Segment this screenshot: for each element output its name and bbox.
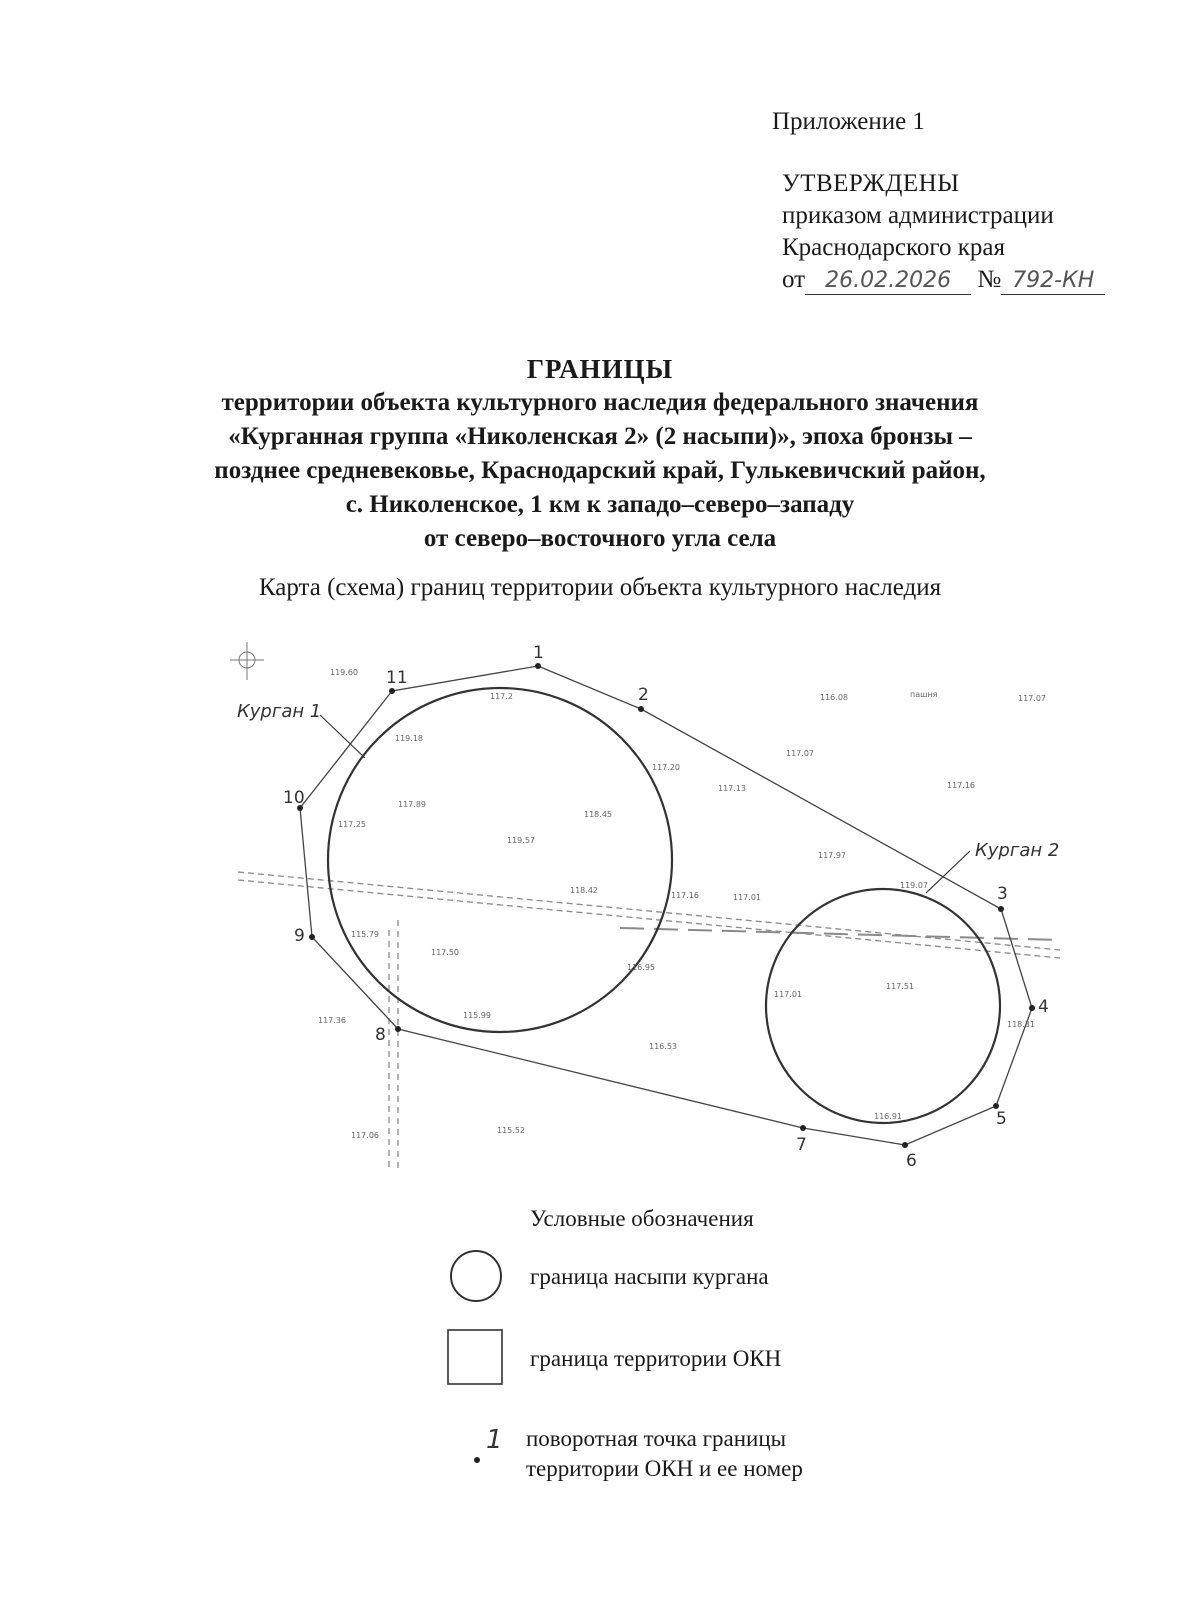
legend-okn-boundary-label: граница территории ОКН [530, 1346, 782, 1371]
spot-height: пашня [910, 690, 938, 699]
legend-mound-circle-icon [451, 1251, 501, 1301]
spot-height: 119.60 [330, 668, 358, 677]
turn-point-number-5: 5 [996, 1109, 1007, 1129]
spot-height: 119.07 [900, 881, 928, 890]
title-line-1: территории объекта культурного наследия федерального значения [221, 389, 979, 416]
title-main: ГРАНИЦЫ [526, 354, 674, 384]
legend-okn-square-icon [448, 1330, 502, 1384]
spot-height: 118.42 [570, 886, 598, 895]
spot-height: 117.01 [733, 893, 761, 902]
spot-height: 115.52 [497, 1126, 525, 1135]
north-arrow-icon [230, 642, 264, 680]
date-prefix: от [782, 266, 806, 293]
spot-height: 115.99 [463, 1011, 491, 1020]
spot-height: 117.20 [652, 763, 680, 772]
spot-height: 117.50 [431, 948, 459, 957]
legend-turn-point-label [526, 1424, 803, 1484]
spot-height: 115.79 [351, 930, 379, 939]
turn-point-3 [998, 906, 1004, 912]
spot-height: 117.06 [351, 1131, 379, 1140]
spot-height: 116.91 [874, 1112, 902, 1121]
legend-turn-point-number: 1 [486, 1425, 503, 1455]
turn-point-number-9: 9 [294, 926, 305, 946]
spot-height: 116.53 [649, 1042, 677, 1051]
kurgan-1-mound-boundary [328, 688, 672, 1032]
title-line-4: с. Николенское, 1 км к западо–северо–западу [345, 491, 855, 518]
legend-turn-point-line2: территории ОКН и ее номер [526, 1456, 803, 1481]
spot-height: 117.51 [886, 982, 914, 991]
spot-height: 117.16 [947, 781, 975, 790]
turn-point-1 [535, 663, 541, 669]
spot-heights [318, 668, 1046, 1140]
spot-height: 119.18 [395, 734, 423, 743]
legend-title: Условные обозначения [530, 1206, 754, 1231]
spot-height: 117.97 [818, 851, 846, 860]
spot-height: 116.95 [627, 963, 655, 972]
spot-height: 117.2 [490, 692, 513, 701]
turn-point-9 [309, 934, 315, 940]
appendix-label: Приложение 1 [772, 108, 925, 135]
kurgan-1-label: Курган 1 [237, 701, 322, 722]
number-prefix: № [977, 266, 1002, 293]
turn-point-number-3: 3 [997, 884, 1008, 904]
approved-by-line2: Краснодарского края [782, 234, 1005, 261]
turn-point-11 [389, 688, 395, 694]
spot-height: 117.07 [786, 749, 814, 758]
turn-point-number-4: 4 [1038, 997, 1049, 1017]
spot-height: 117.07 [1018, 694, 1046, 703]
title-line-5: от северо–восточного угла села [423, 525, 777, 552]
turn-point-4 [1029, 1005, 1035, 1011]
kurgan-2-label: Курган 2 [975, 840, 1060, 861]
spot-height: 117.13 [718, 784, 746, 793]
spot-height: 117.36 [318, 1016, 346, 1025]
order-number-handwritten: 792-КН [1001, 268, 1105, 295]
map-caption: Карта (схема) границ территории объекта культурного наследия [258, 574, 942, 601]
turn-point-7 [800, 1125, 806, 1131]
title-line-2: «Курганная группа «Николенская 2» (2 насыпи)», эпоха бронзы – [228, 423, 972, 450]
turn-point-number-11: 11 [386, 668, 408, 688]
title-line-3: позднее средневековье, Краснодарский край, Гулькевичский район, [214, 457, 986, 484]
turn-point-2 [638, 706, 644, 712]
turn-point-number-1: 1 [533, 643, 544, 663]
spot-height: 118.31 [1007, 1020, 1035, 1029]
spot-height: 117.89 [398, 800, 426, 809]
road-lines [238, 872, 1060, 1172]
turn-point-number-10: 10 [283, 788, 305, 808]
approved-heading: УТВЕРЖДЕНЫ [782, 170, 960, 197]
kurgan-2-mound-boundary [766, 889, 1000, 1123]
spot-height: 116.08 [820, 693, 848, 702]
spot-height: 119.57 [507, 836, 535, 845]
spot-height: 118.45 [584, 810, 612, 819]
spot-height: 117.01 [774, 990, 802, 999]
turn-point-number-2: 2 [638, 685, 649, 705]
spot-height: 117.16 [671, 891, 699, 900]
approved-by-line1: приказом администрации [782, 202, 1054, 229]
order-date-handwritten: 26.02.2026 [805, 268, 971, 295]
turn-point-number-8: 8 [375, 1025, 386, 1045]
turn-point-6 [902, 1142, 908, 1148]
legend-turn-point-line1: поворотная точка границы [526, 1426, 787, 1451]
legend-mound-boundary-label: граница насыпи кургана [530, 1264, 769, 1289]
turn-point-8 [395, 1026, 401, 1032]
turn-point-number-7: 7 [796, 1135, 807, 1155]
spot-height: 117.25 [338, 820, 366, 829]
legend-turn-point-dot-icon [474, 1457, 480, 1463]
turn-point-number-6: 6 [906, 1151, 917, 1171]
